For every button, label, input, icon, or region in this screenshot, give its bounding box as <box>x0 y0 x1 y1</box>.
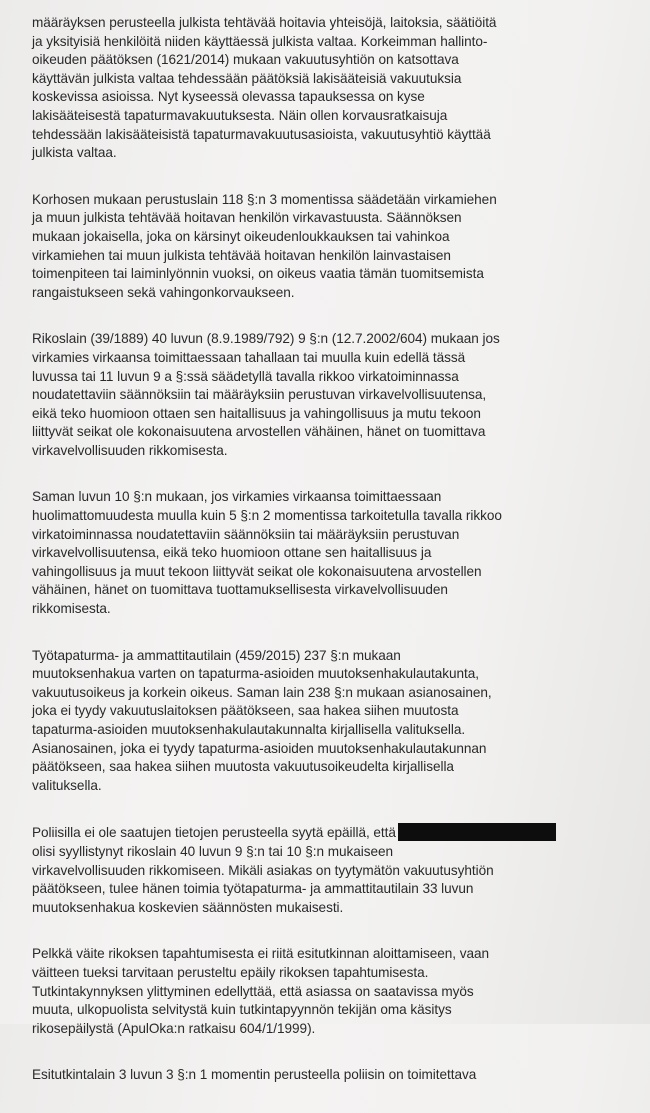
paragraph-criminal-investigation-act <box>32 1066 632 1085</box>
paragraph-criminal-code-9 <box>32 330 632 460</box>
text-line: virkavelvollisuutensa, eikä teko huomioon ottane sen haitallisuus ja <box>32 545 432 561</box>
text-line: virkamies virkaansa toimittaessaan tahallaan tai muulla kuin edellä tässä <box>32 349 466 365</box>
text-line: tehdessään lakisääteisistä tapaturmavakuutusasioista, vakuutusyhtiö käyttää <box>32 126 491 142</box>
paragraph-constitution <box>32 191 632 303</box>
text-line: luvussa tai 11 luvun 9 a §:ssä säädetyllä tavalla rikkoo virkatoiminnassa <box>32 368 459 384</box>
paragraph-criminal-code-10 <box>32 488 632 618</box>
text-line: Asianosainen, joka ei tyydy tapaturma-asioiden muutoksenhakulautakunnan <box>32 740 487 756</box>
text-line: tapaturma-asioiden muutoksenhakulautakunnalta kirjallisella valituksella. <box>32 722 466 737</box>
text-line: vahingollisuus ja muut tekoon liittyvät seikat ole kokonaisuutena arvostellen <box>32 563 482 579</box>
text-line: Esitutkintalain 3 luvun 3 §:n 1 momentin perusteella poliisin on toimitettava <box>32 1067 477 1083</box>
text-line: eikä teko huomioon ottaen sen haitallisuus ja vahingollisuus ja mutu tekoon <box>32 405 481 421</box>
text-line: muuta, ulkopuolista selvitystä kuin tutkintapyynnön tekijän oma käsitys <box>32 1002 452 1018</box>
text-line: joka ei tyydy vakuutuslaitoksen päätökseen, saa hakea siihen muutosta <box>32 703 459 719</box>
text-line: muutoksenhakua varten on tapaturma-asioiden muutoksenhakulautakunta, <box>32 666 479 682</box>
text-line: Rikoslain (39/1889) 40 luvun (8.9.1989/792) 9 §:n (12.7.2002/604) mukaan jos <box>32 331 500 347</box>
text-line: julkista valtaa. <box>32 145 117 161</box>
text-line: päätökseen, tulee hänen toimia työtapaturma- ja ammattitautilain 33 luvun <box>32 881 474 897</box>
text-line: väitteen tueksi tarvitaan perusteltu epäily rikoksen tapahtumisesta. <box>32 964 429 980</box>
text-line: oikeuden päätöksen (1621/2014) mukaan vakuutusyhtiön on katsottava <box>32 52 459 68</box>
text-line: Saman luvun 10 §:n mukaan, jos virkamies virkaansa toimittaessaan <box>32 489 442 505</box>
paragraph-accident-insurance-act <box>32 647 632 796</box>
text-line: virkamiehen tai muun julkista tehtävää hoitavan henkilön lainvastaisen <box>32 247 451 263</box>
text-line: Korhosen mukaan perustuslain 118 §:n 3 momentissa säädetään virkamiehen <box>32 191 497 207</box>
text-line: vähäinen, hänet on tuomittava tuottamuksellisesta virkavelvollisuuden <box>32 582 448 598</box>
text-line: liittyvät seikat ole kokonaisuutena arvostellen vähäinen, hänet on tuomittava <box>32 424 486 440</box>
text-line: lakisääteisestä tapaturmavakuutuksesta. Näin ollen korvausratkaisuja <box>32 107 448 123</box>
redacted-name-block <box>398 823 556 841</box>
text-line: virkavelvollisuuden rikkomisesta. <box>32 442 228 458</box>
text-line: ja muun julkista tehtävää hoitavan henkilön virkavastuusta. Säännöksen <box>32 210 462 226</box>
text-line: Tutkintakynnyksen ylittyminen edellyttää, että asiassa on saatavissa myös <box>32 983 474 999</box>
text-line: määräyksen perusteella julkista tehtävää hoitavia yhteisöjä, laitoksia, säätiöitä <box>32 15 497 30</box>
text-line: toimenpiteen tai laiminlyönnin vuoksi, on oikeus vaatia tämän tuomitsemista <box>32 266 484 282</box>
text-line: rikosepäilystä (ApulOka:n ratkaisu 604/1/1999). <box>32 1020 316 1036</box>
text-line-prefix: Poliisilla ei ole saatujen tietojen perusteella syytä epäillä, että <box>32 825 396 841</box>
paragraph-public-authority <box>32 14 632 163</box>
text-line: ja yksityisiä henkilöitä niiden käyttäessä julkista valtaa. Korkeimman hallinto- <box>32 33 488 49</box>
paragraph-police-assessment <box>32 823 632 917</box>
text-line: vakuutusoikeus ja korkein oikeus. Saman lain 238 §:n mukaan asianosainen, <box>32 684 492 700</box>
text-line: Pelkkä väite rikoksen tapahtumisesta ei riitä esitutkinnan aloittamiseen, vaan <box>32 946 490 962</box>
text-line: muutoksenhakua koskevien säännösten mukaisesti. <box>32 899 344 915</box>
text-line: virkavelvollisuuden rikkomiseen. Mikäli asiakas on tyytymätön vakuutusyhtiön <box>32 862 494 878</box>
text-line: käyttävän julkista valtaa tehdessään päätöksiä lakisääteisiä vakuutuksia <box>32 70 462 86</box>
text-line: valituksella. <box>32 777 102 793</box>
text-line: noudatettaviin säännöksiin tai määräyksiin perustuvan virkavelvollisuutensa, <box>32 387 487 403</box>
text-line: rangaistukseen sekä vahingonkorvaukseen. <box>32 284 295 300</box>
text-line: päätökseen, saa hakea siihen muutosta vakuutusoikeudelta kirjallisella <box>32 759 454 775</box>
text-line: Työtapaturma- ja ammattitautilain (459/2015) 237 §:n mukaan <box>32 647 401 663</box>
document-page <box>32 14 632 1113</box>
paragraph-investigation-threshold <box>32 945 632 1038</box>
text-line: koskevissa asioissa. Nyt kyseessä olevassa tapauksessa on kyse <box>32 89 425 105</box>
text-line: rikkomisesta. <box>32 601 111 617</box>
text-line: huolimattomuudesta muulla kuin 5 §:n 2 momentissa tarkoitetulla tavalla rikkoo <box>32 508 502 524</box>
text-line <box>32 823 632 843</box>
text-line: mukaan jokaisella, joka on kärsinyt oikeudenloukkauksen tai vahinkoa <box>32 228 450 244</box>
text-line: olisi syyllistynyt rikoslain 40 luvun 9 §:n tai 10 §:n mukaiseen <box>32 843 393 859</box>
text-line: virkatoiminnassa noudatettaviin säännöksiin tai määräyksiin perustuvan <box>32 526 460 542</box>
